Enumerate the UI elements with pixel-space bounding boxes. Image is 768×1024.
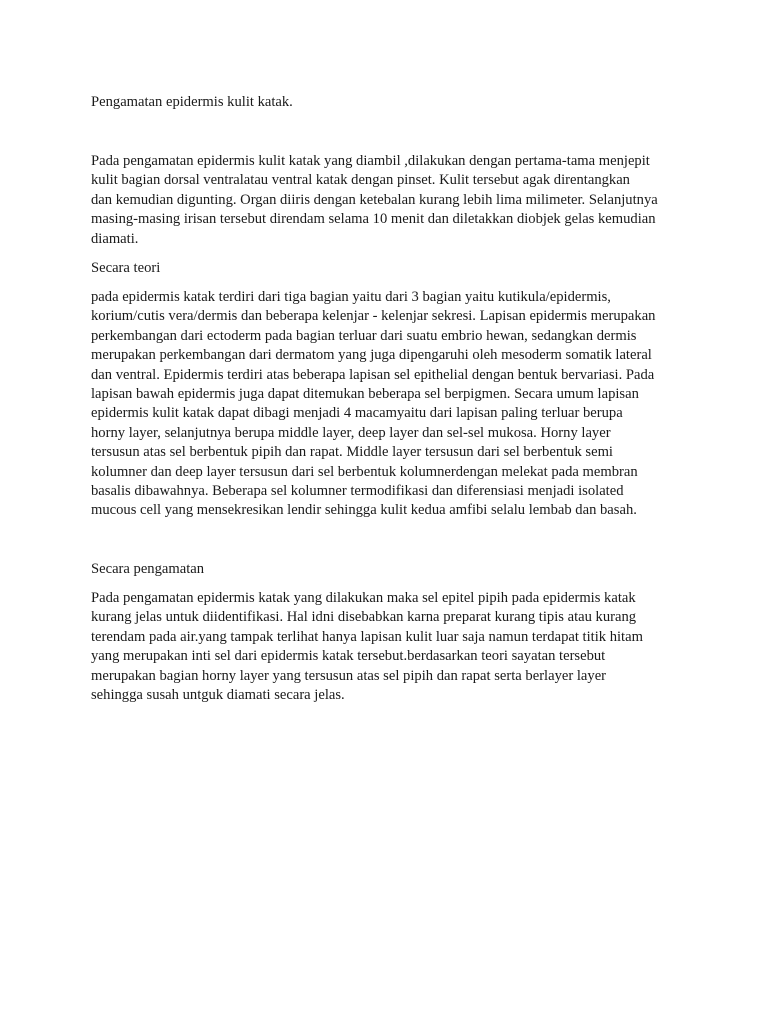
paragraph-line: epidermis kulit katak dapat dibagi menjadi 4 macamyaitu dari lapisan paling terluar berupa [91,405,623,422]
observation-paragraph [91,589,643,705]
heading-theory: Secara teori [91,260,161,276]
paragraph-line: merupakan bagian horny layer yang tersusun atas sel pipih dan rapat serta berlayer layer [91,667,607,684]
paragraph-line: dan ventral. Epidermis terdiri atas beberapa lapisan sel epithelial dengan bentuk bervariasi. Pada [91,366,655,383]
paragraph-line: mucous cell yang mensekresikan lendir sehingga kulit kedua amfibi selalu lembab dan basah. [91,502,637,519]
paragraph-line: diamati. [91,230,139,247]
paragraph-line: masing-masing irisan tersebut direndam selama 10 menit dan diletakkan diobjek gelas kemudian [91,211,656,228]
paragraph-line: terendam pada air.yang tampak terlihat hanya lapisan kulit luar saja namun terdapat titik hitam [91,628,643,645]
paragraph-line: perkembangan dari ectoderm pada bagian terluar dari suatu embrio hewan, sedangkan dermis [91,327,637,344]
paragraph-line: kurang jelas untuk diidentifikasi. Hal idni disebabkan karna preparat kurang tipis atau kurang [91,609,637,626]
paragraph-line: sehingga susah untguk diamati secara jelas. [91,687,345,704]
paragraph-line: korium/cutis vera/dermis dan beberapa kelenjar - kelenjar sekresi. Lapisan epidermis merupakan [91,308,656,325]
paragraph-line: pada epidermis katak terdiri dari tiga bagian yaitu dari 3 bagian yaitu kutikula/epidermis, [91,289,611,305]
paragraph-line: Pada pengamatan epidermis kulit katak yang diambil ,dilakukan dengan pertama-tama menjepit [91,153,650,169]
paragraph-line: kulit bagian dorsal ventralatau ventral katak dengan pinset. Kulit tersebut agak direntangkan [91,172,630,189]
heading-observation: Secara pengamatan [91,561,205,577]
document-title: Pengamatan epidermis kulit katak. [91,94,293,110]
paragraph-line: lapisan bawah epidermis juga dapat ditemukan beberapa sel berpigmen. Secara umum lapisan [91,386,639,403]
paragraph-line: dan kemudian digunting. Organ diiris dengan ketebalan kurang lebih lima milimeter. Selanjutnya [91,191,658,208]
paragraph-line: tersusun atas sel berbentuk pipih dan rapat. Middle layer tersusun dari sel berbentuk semi [91,444,613,461]
paragraph-line: merupakan perkembangan dari dermatom yang juga dipengaruhi oleh mesoderm somatik lateral [91,347,652,364]
paragraph-line: horny layer, selanjutnya berupa middle layer, deep layer dan sel-sel mukosa. Horny layer [91,424,611,441]
paragraph-line: basalis dibawahnya. Beberapa sel kolumner termodifikasi dan diferensiasi menjadi isolated [91,483,624,500]
paragraph-line: Pada pengamatan epidermis katak yang dilakukan maka sel epitel pipih pada epidermis katak [91,590,636,606]
theory-paragraph [91,288,655,521]
paragraph-line: kolumner dan deep layer tersusun dari sel berbentuk kolumnerdengan melekat pada membran [91,463,638,480]
paragraph-line: yang merupakan inti sel dari epidermis katak tersebut.berdasarkan teori sayatan tersebut [91,648,606,665]
intro-paragraph [91,152,658,249]
